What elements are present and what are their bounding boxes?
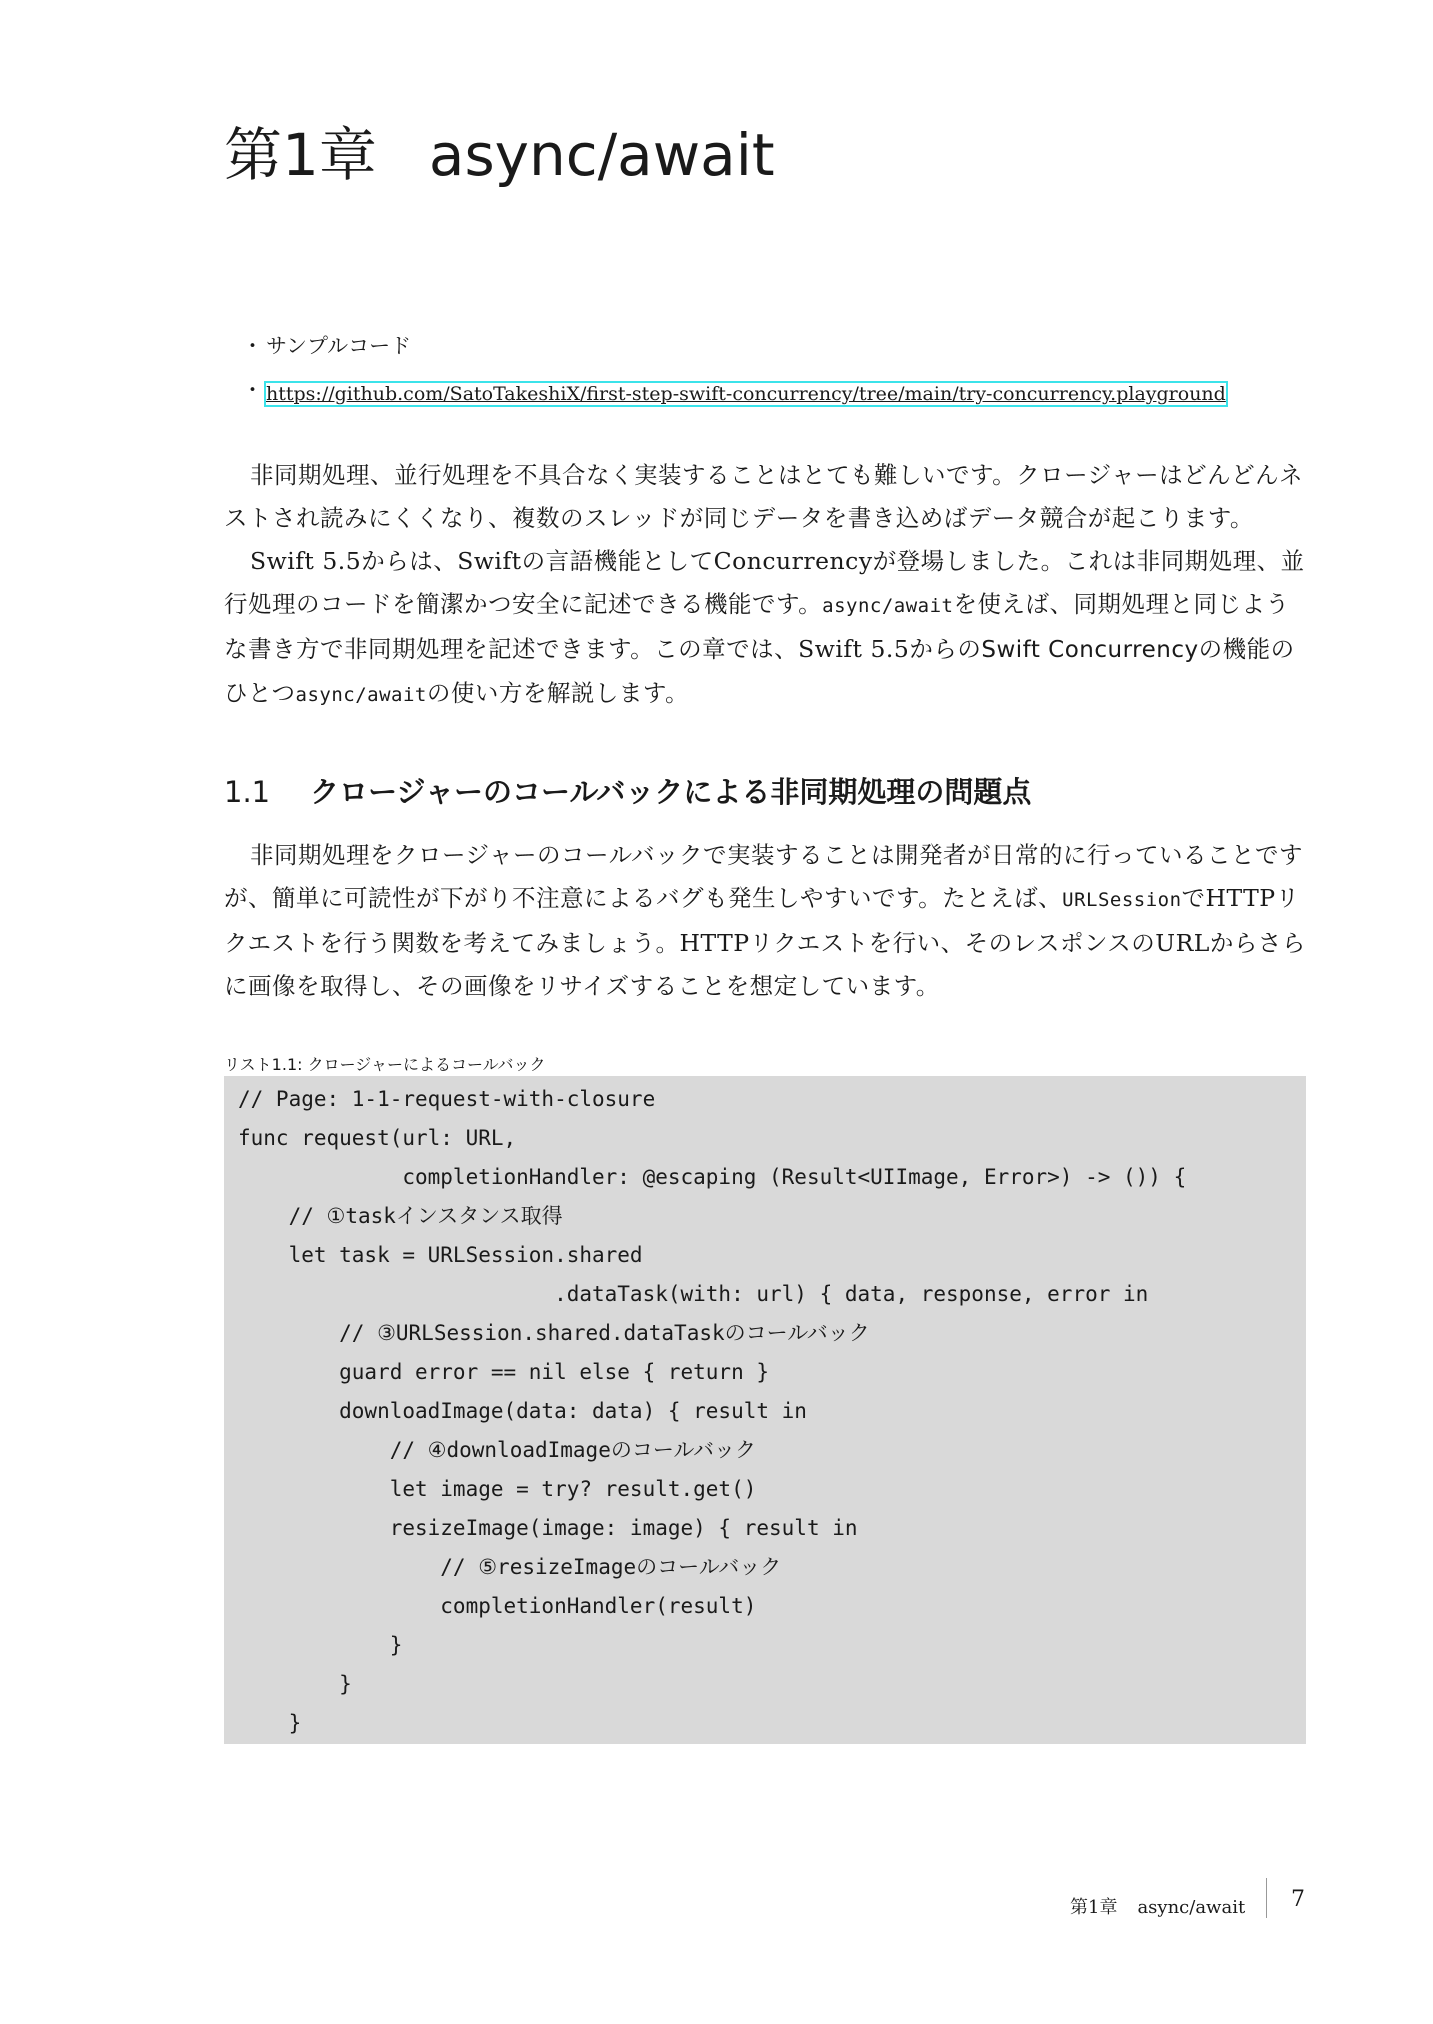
sample-code-list — [252, 330, 1312, 414]
code-line: resizeImage(image: image) { result in — [238, 1516, 858, 1540]
intro-paragraph-1: 非同期処理、並行処理を不具合なく実装することはとても難しいです。クロージャーはどんどんネストされ読みにくくなり、複数のスレッドが同じデータを書き込めばデータ競合が起こります。 — [224, 461, 1304, 532]
chapter-number: 第1章 — [224, 121, 377, 189]
code-listing — [224, 1076, 1306, 1744]
code-line: } — [238, 1711, 302, 1735]
code-line: func request(url: URL, — [238, 1126, 517, 1150]
inline-code: async/await — [295, 684, 427, 706]
code-line: // ①taskインスタンス取得 — [238, 1204, 563, 1228]
footer-chapter: 第1章 — [1070, 1897, 1118, 1918]
sample-code-link[interactable]: https://github.com/SatoTakeshiX/first-step-swift-concurrency/tree/main/try-concurrency.playground — [266, 383, 1226, 405]
code-line: // ③URLSession.shared.dataTaskのコールバック — [238, 1321, 870, 1345]
code-line: completionHandler(result) — [238, 1594, 757, 1618]
chapter-title — [224, 108, 775, 192]
code-line: let task = URLSession.shared — [238, 1243, 643, 1267]
code-line: } — [238, 1633, 403, 1657]
code-line: guard error == nil else { return } — [238, 1360, 770, 1384]
code-line: } — [238, 1672, 352, 1696]
running-footer — [1070, 1893, 1245, 1919]
code-line: .dataTask(with: url) { data, response, error in — [238, 1282, 1149, 1306]
section-name: クロージャーのコールバックによる非同期処理の問題点 — [310, 775, 1032, 809]
inline-term: Swift Concurrency — [981, 637, 1199, 663]
section-paragraph: 非同期処理をクロージャーのコールバックで実装することは開発者が日常的に行っていることですが、簡単に可読性が下がり不注意によるバグも発生しやすいです。たとえば、URLSessionでHTTPリクエストを行う関数を考えてみましょう。HTTPリクエストを行い、そのレスポンスのURLからさらに画像を取得し、その画像をリサイズすることを想定しています。 — [224, 841, 1306, 1000]
inline-code: async/await — [822, 595, 954, 617]
page-number: 7 — [1291, 1887, 1305, 1912]
code-line: // ④downloadImageのコールバック — [238, 1438, 756, 1462]
code-line: // ⑤resizeImageのコールバック — [238, 1555, 782, 1579]
footer-divider — [1266, 1878, 1267, 1918]
intro-paragraph-2: Swift 5.5からは、Swiftの言語機能としてConcurrencyが登場しました。これは非同期処理、並行処理のコードを簡潔かつ安全に記述できる機能です。async/awaitを使えば、同期処理と同じような書き方で非同期処理を記述できます。この章では、Swift 5.5からのSwift Concurrencyの機能のひとつasync/awaitの使い方を解説します。 — [224, 547, 1305, 707]
listing-caption: リスト1.1: クロージャーによるコールバック — [224, 1055, 546, 1074]
sample-code-link-item — [252, 374, 1312, 414]
code-line: let image = try? result.get() — [238, 1477, 757, 1501]
footer-title: async/await — [1137, 1897, 1246, 1918]
sample-code-label: ・ サンプルコード — [252, 330, 1312, 362]
code-line: downloadImage(data: data) { result in — [238, 1399, 807, 1423]
section-title — [224, 770, 1031, 811]
inline-code: URLSession — [1062, 889, 1182, 911]
code-line: completionHandler: @escaping (Result<UIImage, Error>) -> ()) { — [238, 1165, 1187, 1189]
code-line: // Page: 1-1-request-with-closure — [238, 1087, 656, 1111]
section-number: 1.1 — [224, 775, 271, 809]
chapter-name: async/await — [428, 121, 775, 189]
